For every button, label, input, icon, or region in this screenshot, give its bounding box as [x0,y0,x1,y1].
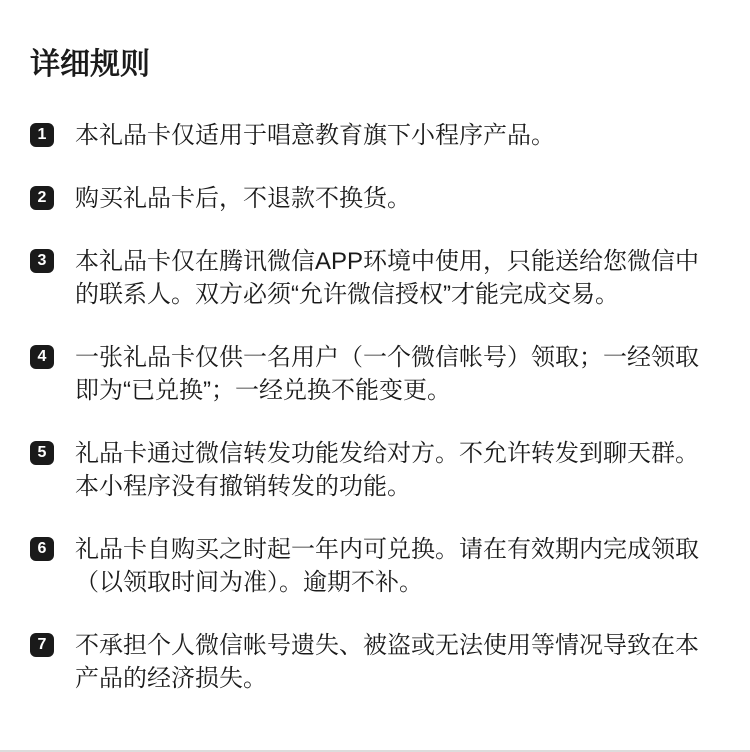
rule-line: 购买礼品卡后，不退款不换货。 [75,185,411,212]
rule-line: 本小程序没有撤销转发的功能。 [75,473,411,500]
rule-number-badge: 1 [30,123,54,147]
rule-item [30,533,720,599]
rule-text [75,533,699,599]
rule-number-badge: 7 [30,633,54,657]
rule-text [75,182,411,215]
rule-line: 一张礼品卡仅供一名用户（一个微信帐号）领取；一经领取 [75,344,699,371]
rule-text [75,341,699,407]
rules-list [30,119,720,695]
page-title: 详细规则 [30,48,150,81]
rule-text [75,629,699,695]
rule-item [30,182,720,215]
rule-number-badge: 6 [30,537,54,561]
rule-item [30,245,720,311]
rule-item [30,119,720,152]
rule-text [75,437,699,503]
rule-number-badge: 2 [30,186,54,210]
rule-number-badge: 3 [30,249,54,273]
rule-number-badge: 4 [30,345,54,369]
rule-item [30,341,720,407]
rule-line: 不承担个人微信帐号遗失、被盗或无法使用等情况导致在本 [75,632,699,659]
rule-line: 本礼品卡仅适用于唱意教育旗下小程序产品。 [75,122,555,149]
rule-item [30,437,720,503]
rule-line: （以领取时间为准）。逾期不补。 [75,569,423,596]
rule-line: 产品的经济损失。 [75,665,267,692]
rule-text [75,119,555,152]
rule-text [75,245,699,311]
rule-line: 即为“已兑换”；一经兑换不能变更。 [75,377,451,404]
rule-line: 礼品卡自购买之时起一年内可兑换。请在有效期内完成领取 [75,536,699,563]
rule-item [30,629,720,695]
rule-number-badge: 5 [30,441,54,465]
rule-line: 的联系人。双方必须“允许微信授权”才能完成交易。 [75,281,619,308]
rule-line: 礼品卡通过微信转发功能发给对方。不允许转发到聊天群。 [75,440,699,467]
rule-line: 本礼品卡仅在腾讯微信APP环境中使用，只能送给您微信中 [75,248,700,275]
